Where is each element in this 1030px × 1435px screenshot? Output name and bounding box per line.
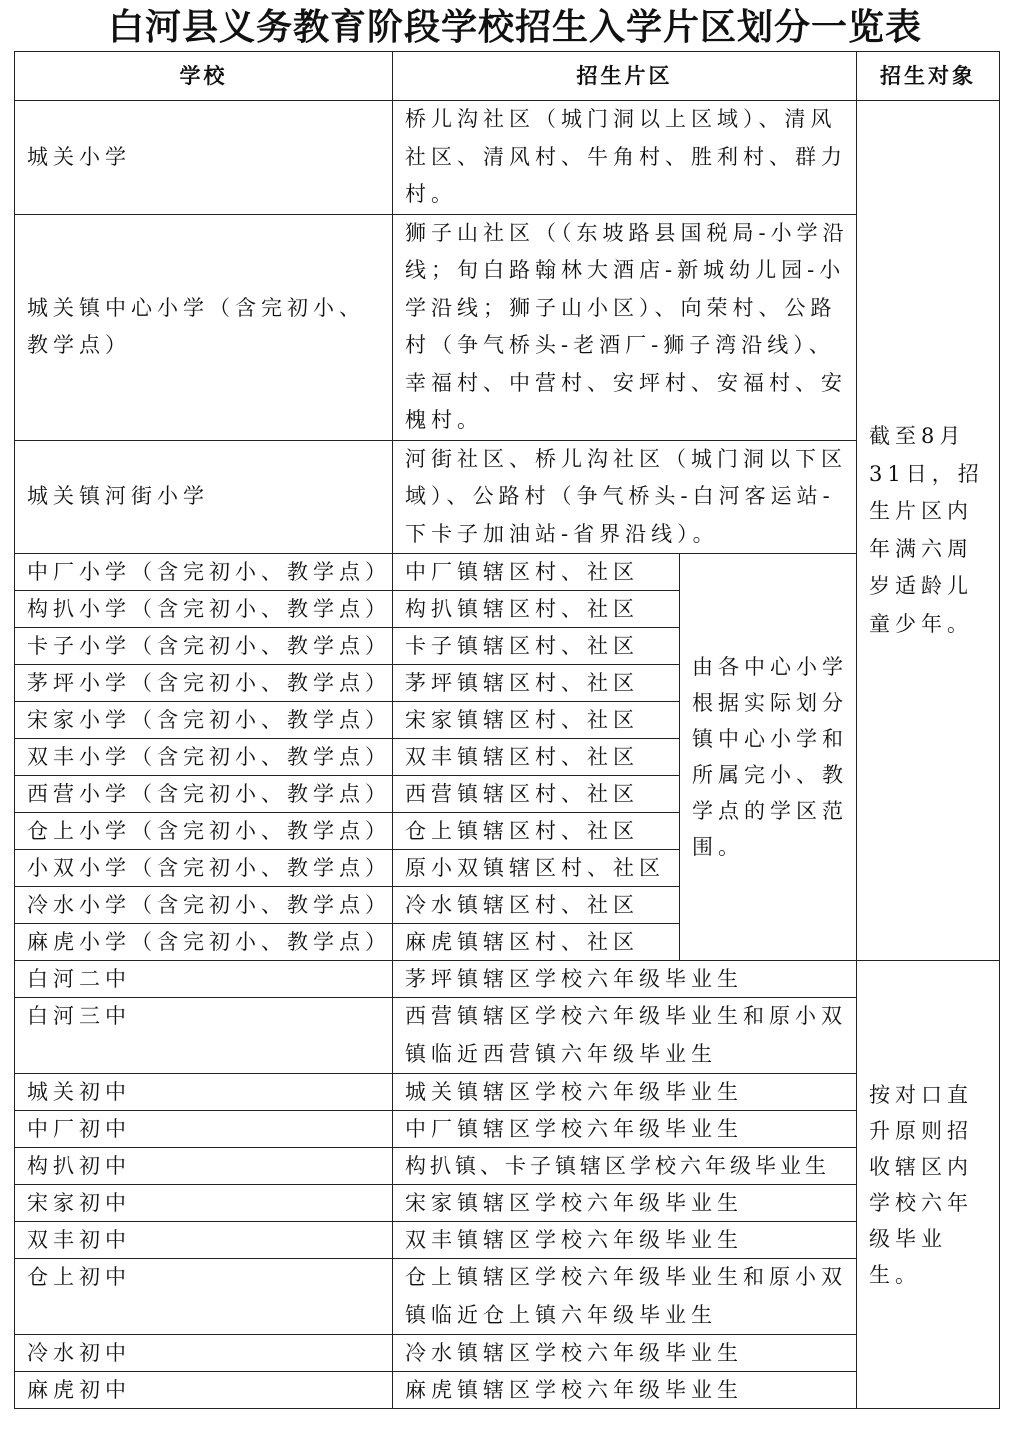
- primary-target-cell: 截至8月31日，招生片区内年满六周岁适龄儿童少年。: [857, 101, 1000, 961]
- area-cell: 卡子镇辖区村、社区: [393, 628, 680, 665]
- area-cell: 原小双镇辖区村、社区: [393, 850, 680, 887]
- school-cell: 宋家初中: [15, 1185, 393, 1222]
- school-cell: 仓上小学（含完初小、教学点）: [15, 813, 393, 850]
- area-cell: 宋家镇辖区村、社区: [393, 702, 680, 739]
- area-cell: 中厂镇辖区村、社区: [393, 554, 680, 591]
- area-cell: 麻虎镇辖区学校六年级毕业生: [393, 1372, 857, 1409]
- area-cell: 双丰镇辖区学校六年级毕业生: [393, 1222, 857, 1259]
- area-cell: 仓上镇辖区学校六年级毕业生和原小双镇临近仓上镇六年级毕业生: [393, 1259, 857, 1335]
- table-row: [15, 554, 1000, 591]
- school-cell: 麻虎小学（含完初小、教学点）: [15, 924, 393, 961]
- table-row: [15, 1335, 1000, 1372]
- school-cell: 城关小学: [15, 101, 393, 215]
- school-cell: 城关镇河街小学: [15, 440, 393, 554]
- school-cell: 构扒小学（含完初小、教学点）: [15, 591, 393, 628]
- area-cell: 西营镇辖区村、社区: [393, 776, 680, 813]
- table-row: [15, 998, 1000, 1074]
- school-cell: 小双小学（含完初小、教学点）: [15, 850, 393, 887]
- school-cell: 冷水小学（含完初小、教学点）: [15, 887, 393, 924]
- header-target: 招生对象: [857, 52, 1000, 101]
- school-cell: 中厂初中: [15, 1111, 393, 1148]
- middle-target-cell: 按对口直升原则招收辖区内学校六年级毕业生。: [857, 961, 1000, 1409]
- table-row: [15, 1372, 1000, 1409]
- table-row: [15, 1074, 1000, 1111]
- table-row: [15, 440, 1000, 554]
- table-row: [15, 101, 1000, 215]
- area-cell: 城关镇辖区学校六年级毕业生: [393, 1074, 857, 1111]
- header-school: 学校: [15, 52, 393, 101]
- enrollment-table: [14, 51, 1000, 1409]
- table-row: [15, 1111, 1000, 1148]
- area-cell: 狮子山社区（（东坡路县国税局-小学沿线；旬白路翰林大酒店-新城幼儿园-小学沿线；狮子山小区）、向荣村、公路村（争气桥头-老酒厂-狮子湾沿线）、幸福村、中营村、安坪村、安福村、安槐村。: [393, 214, 857, 440]
- school-cell: 双丰小学（含完初小、教学点）: [15, 739, 393, 776]
- area-cell: 仓上镇辖区村、社区: [393, 813, 680, 850]
- table-row: [15, 1259, 1000, 1335]
- school-cell: 构扒初中: [15, 1148, 393, 1185]
- area-cell: 茅坪镇辖区村、社区: [393, 665, 680, 702]
- school-cell: 西营小学（含完初小、教学点）: [15, 776, 393, 813]
- table-row: [15, 1148, 1000, 1185]
- table-row: [15, 961, 1000, 998]
- area-cell: 冷水镇辖区学校六年级毕业生: [393, 1335, 857, 1372]
- school-cell: 宋家小学（含完初小、教学点）: [15, 702, 393, 739]
- area-cell: 构扒镇辖区村、社区: [393, 591, 680, 628]
- table-row: [15, 1185, 1000, 1222]
- school-cell: 麻虎初中: [15, 1372, 393, 1409]
- school-cell: 双丰初中: [15, 1222, 393, 1259]
- school-cell: 白河二中: [15, 961, 393, 998]
- school-cell: 城关镇中心小学（含完初小、教学点）: [15, 214, 393, 440]
- table-row: [15, 214, 1000, 440]
- area-cell: 冷水镇辖区村、社区: [393, 887, 680, 924]
- school-cell: 城关初中: [15, 1074, 393, 1111]
- table-row: [15, 1222, 1000, 1259]
- school-cell: 白河三中: [15, 998, 393, 1074]
- area-cell: 河街社区、桥儿沟社区（城门洞以下区域）、公路村（争气桥头-白河客运站-下卡子加油站-省界沿线）。: [393, 440, 857, 554]
- area-cell: 麻虎镇辖区村、社区: [393, 924, 680, 961]
- area-cell: 中厂镇辖区学校六年级毕业生: [393, 1111, 857, 1148]
- school-cell: 仓上初中: [15, 1259, 393, 1335]
- area-cell: 双丰镇辖区村、社区: [393, 739, 680, 776]
- area-cell: 宋家镇辖区学校六年级毕业生: [393, 1185, 857, 1222]
- table-header-row: [15, 52, 1000, 101]
- area-cell: 构扒镇、卡子镇辖区学校六年级毕业生: [393, 1148, 857, 1185]
- school-cell: 中厂小学（含完初小、教学点）: [15, 554, 393, 591]
- area-cell: 桥儿沟社区（城门洞以上区域）、清风社区、清风村、牛角村、胜利村、群力村。: [393, 101, 857, 215]
- area-cell: 西营镇辖区学校六年级毕业生和原小双镇临近西营镇六年级毕业生: [393, 998, 857, 1074]
- school-cell: 茅坪小学（含完初小、教学点）: [15, 665, 393, 702]
- area-cell: 茅坪镇辖区学校六年级毕业生: [393, 961, 857, 998]
- town-note-cell: 由各中心小学根据实际划分镇中心小学和所属完小、教学点的学区范围。: [680, 554, 857, 961]
- school-cell: 卡子小学（含完初小、教学点）: [15, 628, 393, 665]
- school-cell: 冷水初中: [15, 1335, 393, 1372]
- page-title: 白河县义务教育阶段学校招生入学片区划分一览表: [107, 6, 922, 48]
- header-area: 招生片区: [393, 52, 857, 101]
